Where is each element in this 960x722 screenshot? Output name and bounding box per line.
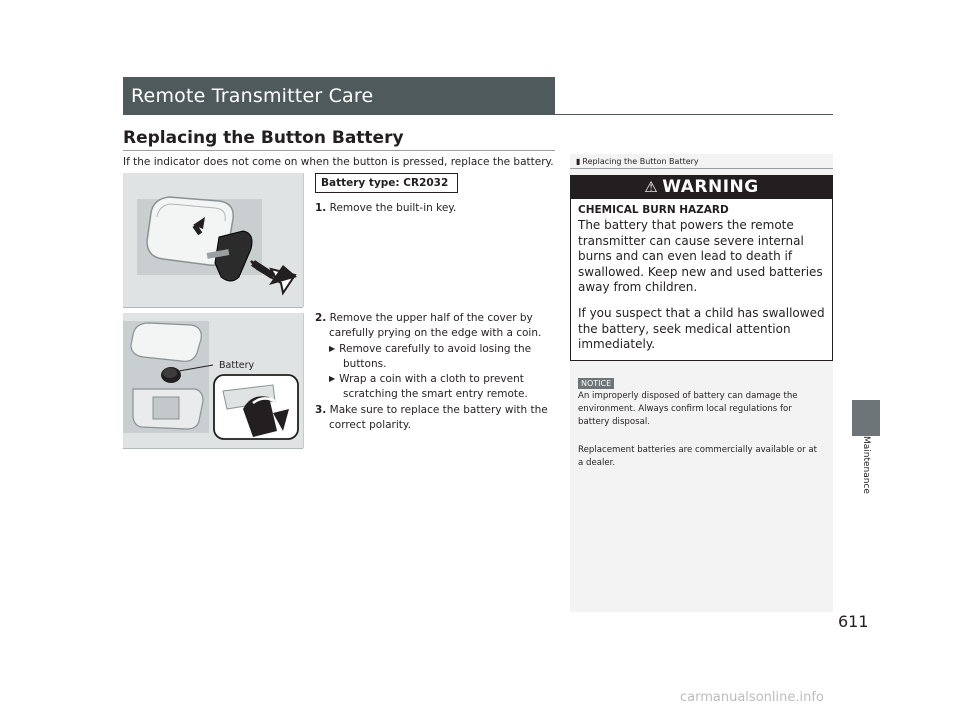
sub-step-2	[329, 372, 549, 402]
warning-paragraph: If you suspect that a child has swallowed the battery, seek medical attention immediately.	[578, 306, 825, 351]
notice-paragraph: An improperly disposed of battery can damage the environment. Always confirm local regulations for battery disposal.	[578, 391, 798, 427]
warning-triangle-icon: ⚠	[644, 178, 659, 196]
key-removal-illustration	[123, 173, 304, 307]
battery-label: Battery	[219, 360, 255, 371]
step-number: 2.	[315, 312, 327, 324]
battery-type-box: Battery type: CR2032	[315, 173, 458, 193]
step-number: 3.	[315, 404, 327, 416]
step-3	[315, 403, 555, 433]
step-number: 1.	[315, 202, 327, 214]
step-1	[315, 201, 456, 216]
note-marker-icon: ▮	[576, 157, 581, 166]
intro-text: If the indicator does not come on when the button is pressed, replace the battery.	[123, 156, 554, 168]
warning-subtitle: CHEMICAL BURN HAZARD	[578, 204, 729, 216]
notice-badge: NOTICE	[578, 378, 614, 389]
warning-header	[571, 176, 832, 199]
chapter-tab-label: Maintenance	[861, 436, 871, 494]
step-text: Remove the built-in key.	[329, 202, 457, 214]
step-2	[315, 311, 555, 341]
section-title: Remote Transmitter Care	[123, 77, 555, 115]
warning-paragraph: The battery that powers the remote transmitter can cause severe internal burns and can even lead to death if swallowed. Keep new and used batteries away from children.	[578, 218, 823, 294]
sub-step-text: Wrap a coin with a cloth to prevent scratching the smart entry remote.	[339, 373, 528, 400]
step-text: Remove the upper half of the cover by carefully prying on the edge with a coin.	[329, 312, 542, 339]
triangle-bullet-icon: ▶	[329, 344, 336, 353]
sub-step-text: Remove carefully to avoid losing the buttons.	[339, 343, 532, 370]
heading-rule	[123, 150, 555, 151]
triangle-bullet-icon: ▶	[329, 374, 336, 383]
chapter-tab[interactable]	[852, 400, 880, 436]
warning-title: WARNING	[662, 177, 759, 197]
watermark: carmanualsonline.info	[680, 690, 824, 705]
section-rule	[555, 114, 833, 115]
page-heading: Replacing the Button Battery	[123, 128, 404, 148]
image-divider	[123, 448, 303, 449]
image-divider	[123, 307, 303, 308]
sidebar-title-rule	[570, 168, 833, 169]
sidebar-title: ▮ Replacing the Button Battery	[576, 157, 699, 166]
notice-paragraph: Replacement batteries are commercially available or at a dealer.	[578, 445, 818, 468]
step-text: Make sure to replace the battery with the correct polarity.	[329, 404, 548, 431]
battery-illustration	[123, 313, 304, 448]
page-number: 611	[838, 612, 869, 631]
sub-step-1	[329, 342, 549, 372]
